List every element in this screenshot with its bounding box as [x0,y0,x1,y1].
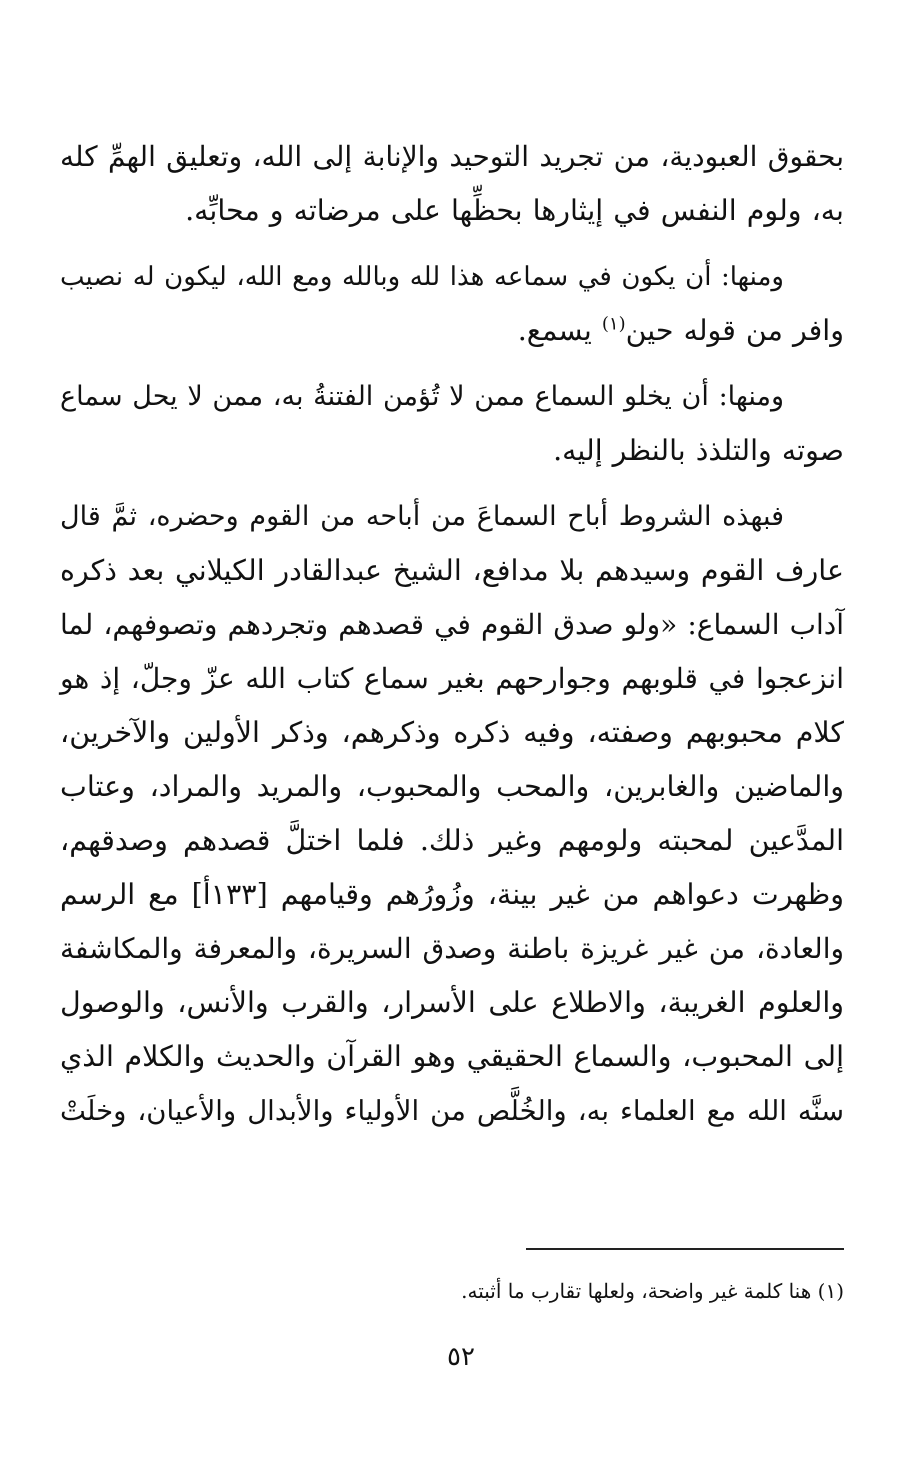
text-line: بحقوق العبودية، من تجريد التوحيد والإنابة إلى الله، وتعليق الهمِّ كله [60,140,844,173]
text-line: آداب السماع: «ولو صدق القوم في قصدهم وتجردهم وتصوفهم، لما [60,608,844,641]
text-line: والعادة، من غير غريزة باطنة وصدق السريرة، والمعرفة والمكاشفة [60,932,844,965]
text-line: والماضين والغابرين، والمحب والمحبوب، والمريد والمراد، وعتاب [60,770,844,803]
text-line: وظهرت دعواهم من غير بينة، وزُورُهم وقيامهم [١٣٣أ] مع الرسم [60,878,845,911]
text-fragment: يسمع. [517,314,592,347]
paragraph-4 [60,490,844,1138]
footnote-text: هنا كلمة غير واضحة، ولعلها تقارب ما أثبته. [461,1279,812,1303]
paragraph-2 [60,250,844,358]
footnote-marker: (١) [817,1279,844,1303]
text-line: والعلوم الغريبة، والاطلاع على الأسرار، والقرب والأنس، والوصول [60,986,844,1019]
text-line: صوته والتلذذ بالنظر إليه. [553,434,844,467]
text-line: المدَّعين لمحبته ولومهم وغير ذلك. فلما اختلَّ قصدهم وصدقهم، [60,824,844,857]
text-line: إلى المحبوب، والسماع الحقيقي وهو القرآن والحديث والكلام الذي [60,1040,844,1073]
text-line: سنَّه الله مع العلماء به، والخُلَّص من الأولياء والأبدال والأعيان، وخلَتْ [60,1095,844,1127]
footnote-reference[interactable]: (١) [601,313,626,335]
text-line: ومنها: أن يخلو السماع ممن لا تُؤمن الفتنةُ به، ممن لا يحل سماع [60,381,784,412]
footnote-divider [526,1248,844,1250]
text-line: ومنها: أن يكون في سماعه هذا لله وبالله ومع الله، ليكون له نصيب [60,262,784,292]
text-fragment: وافر من قوله حين [625,314,844,347]
footnote [144,1276,844,1306]
text-line: فبهذه الشروط أباح السماعَ من أباحه من القوم وحضره، ثمَّ قال [60,501,784,532]
text-line: به، ولوم النفس في إيثارها بحظِّها على مرضاته و محابِّه. [185,194,844,227]
text-line: انزعجوا في قلوبهم وجوارحهم بغير سماع كتاب الله عزّ وجلّ، إذ هو [60,662,844,695]
page-number: ٥٢ [447,1342,475,1372]
text-line: عارف القوم وسيدهم بلا مدافع، الشيخ عبدالقادر الكيلاني بعد ذكره [60,554,844,587]
paragraph-1 [60,130,844,238]
text-line [60,304,844,358]
paragraph-3 [60,370,844,478]
text-line: كلام محبوبهم وصفته، وفيه ذكره وذكرهم، وذكر الأولين والآخرين، [60,716,844,749]
page-body [60,130,844,1150]
